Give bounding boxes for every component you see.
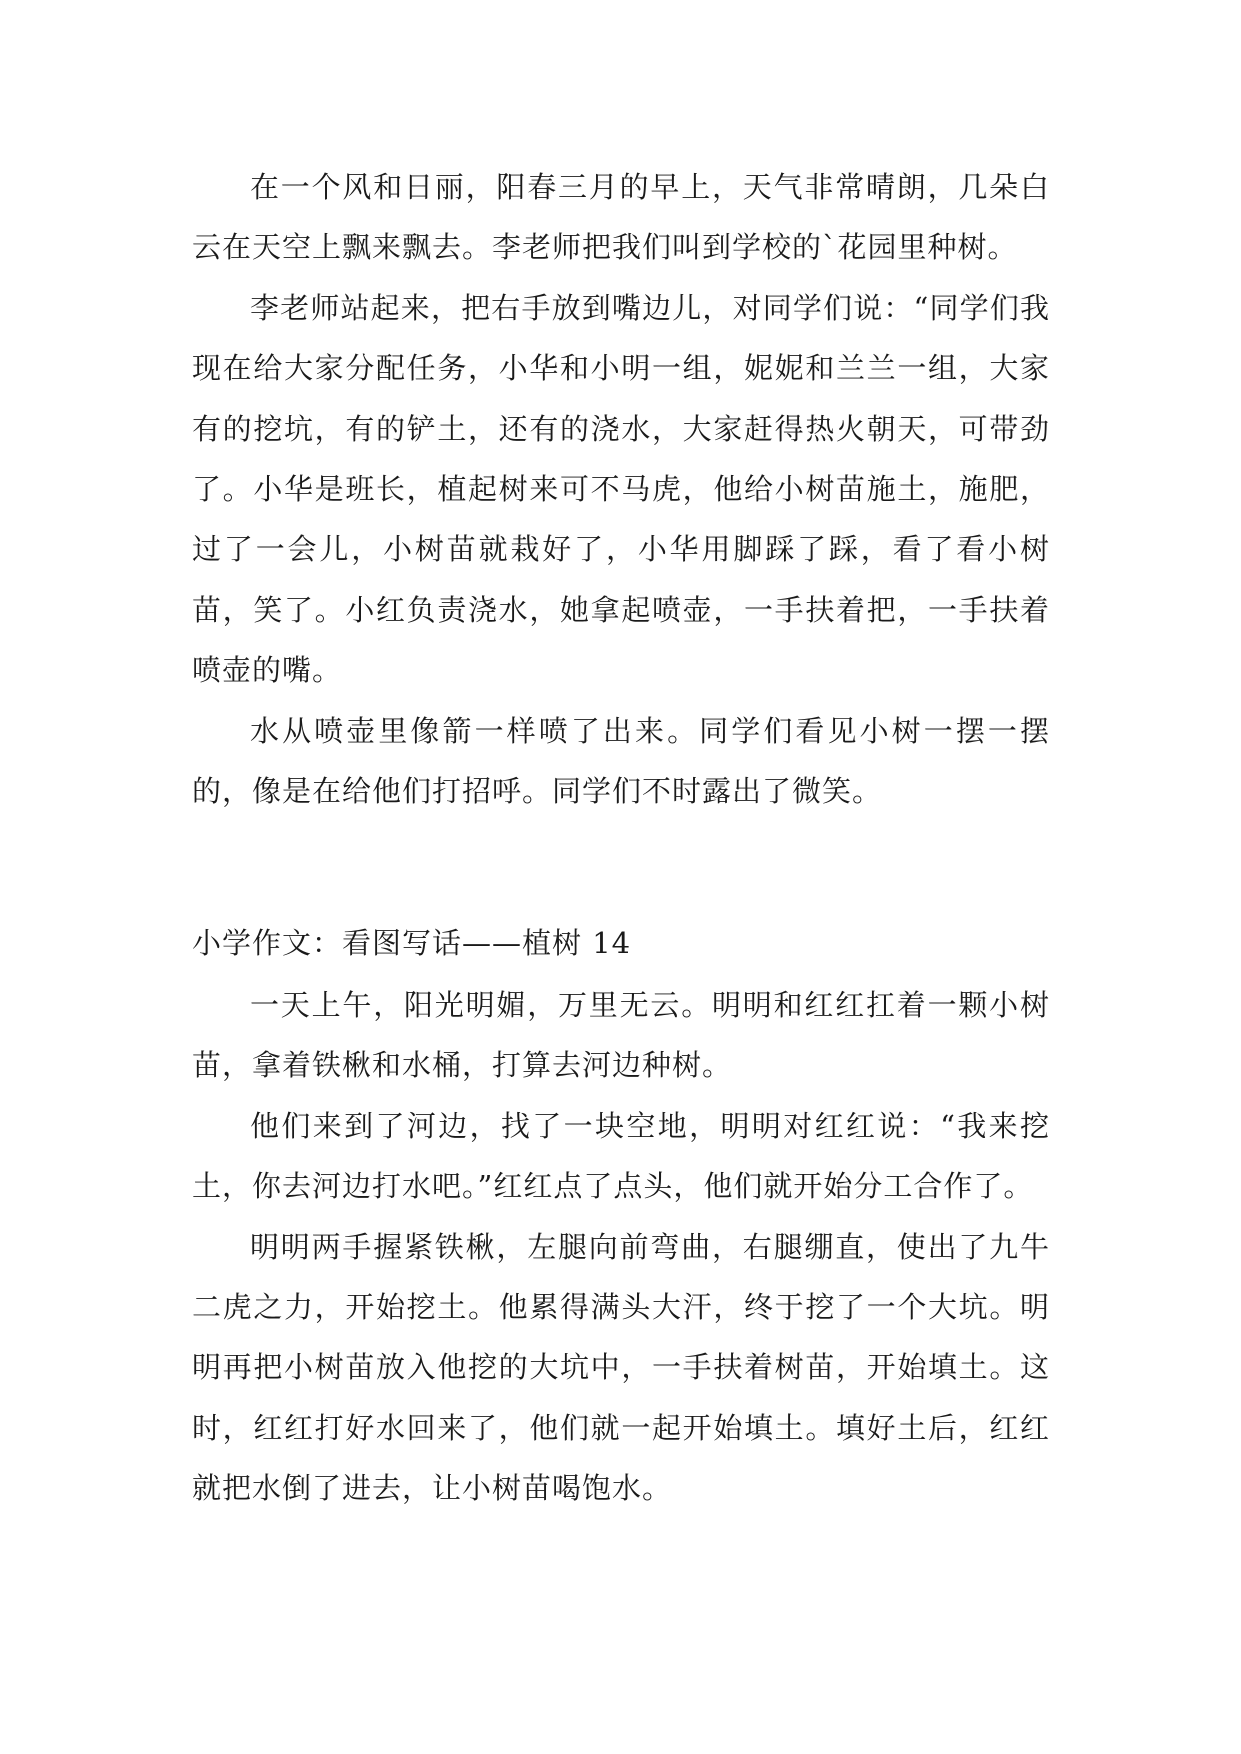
story-two-paragraph-1: 一天上午，阳光明媚，万里无云。明明和红红扛着一颗小树苗，拿着铁楸和水桶，打算去河边种树。 xyxy=(192,988,1050,1083)
story-two-paragraph-3: 明明两手握紧铁楸，左腿向前弯曲，右腿绷直，使出了九牛二虎之力，开始挖土。他累得满头大汗，终于挖了一个大坑。明明再把小树苗放入他挖的大坑中，一手扶着树苗，开始填土。这时，红红打好水回来了，他们就一起开始填土。填好土后，红红就把水倒了进去，让小树苗喝饱水。 xyxy=(192,1229,1050,1506)
story-two xyxy=(192,975,1050,1519)
essay-heading: 小学作文：看图写话——植树 14 xyxy=(192,926,632,960)
story-two-paragraph-2: 他们来到了河边，找了一块空地，明明对红红说：“我来挖土，你去河边打水吧。”红红点了点头，他们就开始分工合作了。 xyxy=(192,1108,1050,1204)
story-one-paragraph-2: 李老师站起来，把右手放到嘴边儿，对同学们说：“同学们我现在给大家分配任务，小华和小明一组，妮妮和兰兰一组，大家有的挖坑，有的铲土，还有的浇水，大家赶得热火朝天，可带劲了。小华是班长，植起树来可不马虎，他给小树苗施土，施肥，过了一会儿，小树苗就栽好了，小华用脚踩了踩，看了看小树苗，笑了。小红负责浇水，她拿起喷壶，一手扶着把，一手扶着喷壶的嘴。 xyxy=(192,290,1050,688)
story-one-paragraph-3: 水从喷壶里像箭一样喷了出来。同学们看见小树一摆一摆的，像是在给他们打招呼。同学们不时露出了微笑。 xyxy=(192,713,1050,809)
story-one-paragraph-1: 在一个风和日丽，阳春三月的早上，天气非常晴朗，几朵白云在天空上飘来飘去。李老师把我们叫到学校的`花园里种树。 xyxy=(192,170,1050,265)
story-one xyxy=(192,157,1050,821)
